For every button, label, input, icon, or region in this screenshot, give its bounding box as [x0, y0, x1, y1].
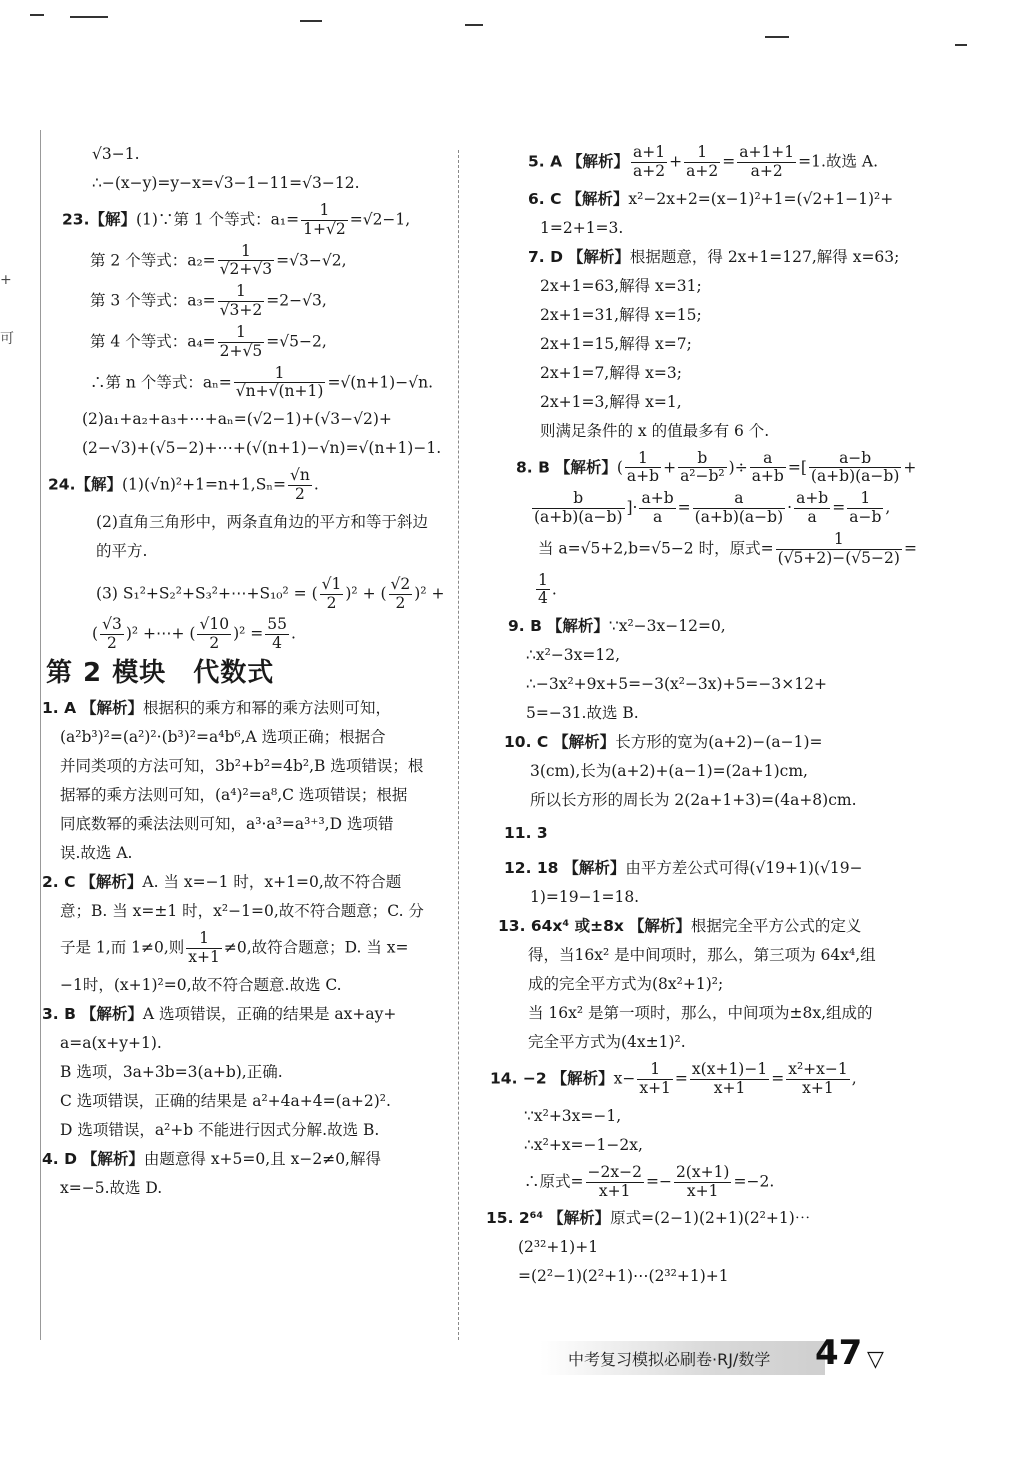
text-line: −1时，(x+1)²=0,故不符合题意.故选 C. [60, 975, 342, 994]
text-span: . [313, 475, 319, 494]
text-span: 根据完全平方公式的定义 [690, 917, 862, 936]
numerator: b [697, 448, 708, 467]
text-span: 根据题意，得 2x+1=127,解得 x=63; [629, 247, 900, 266]
text-span: x²−2x+2=(x−1)²+1=(√2+1−1)²+ [628, 189, 894, 208]
fraction [186, 930, 222, 967]
text-span: . [551, 579, 557, 598]
text-line: 2x+1=31,解得 x=15; [540, 305, 702, 324]
text-span: =√5−2, [266, 332, 327, 351]
question-number: 3. B [42, 1004, 76, 1023]
page-footer [540, 1335, 900, 1385]
text-span: )² + ( [345, 584, 387, 603]
answer-tag: 【解析】 [553, 733, 616, 752]
question-number: 6. C [528, 189, 562, 208]
denominator: (a+b)(a−b) [534, 508, 623, 527]
text-line: 得，当16x² 是中间项时，那么，第三项为 64x⁴,组 [528, 946, 876, 965]
denominator: x+1 [690, 1079, 769, 1098]
text-span: 第 2 个等式：a₂= [90, 250, 216, 269]
text-span: 第 4 个等式：a₄= [90, 332, 216, 351]
fraction [218, 283, 265, 320]
question-number: 14. −2 [490, 1069, 547, 1088]
numerator: a+1+1 [739, 143, 795, 161]
fraction [674, 1164, 732, 1201]
answer-tag: 【解析】 [80, 1004, 143, 1023]
numerator: a [763, 448, 773, 467]
denominator: a+2 [686, 161, 719, 180]
text-span: A 选项错误，正确的结果是 ax+ay+ [142, 1004, 397, 1023]
text-span: (1)∵第 1 个等式：a₁= [135, 210, 300, 229]
fraction [536, 572, 550, 609]
numerator: 2(x+1) [675, 1162, 730, 1181]
fraction [218, 243, 274, 280]
question-number: 2. C [42, 873, 76, 891]
text-line: (2−√3)+(√5−2)+⋯+(√(n+1)−√n)=√(n+1)−1. [82, 439, 442, 458]
fraction [776, 531, 902, 568]
fraction [288, 467, 312, 504]
fraction [625, 450, 661, 487]
answer-9 [508, 612, 928, 728]
numerator: √10 [199, 615, 230, 634]
denominator: √2+√3 [219, 260, 273, 279]
text-line: (2³²+1)+1 [518, 1238, 599, 1257]
operator: + [663, 457, 677, 476]
fraction [586, 1164, 644, 1201]
question-number: 13. 64x⁴ 或±8x [498, 917, 624, 936]
answer-tag: 【解析】 [567, 247, 630, 266]
question-number: 9. B [508, 617, 542, 636]
operator: )÷ [728, 457, 748, 476]
denominator: x+1 [674, 1182, 732, 1201]
fraction [631, 144, 667, 181]
answer-7 [528, 243, 928, 446]
fraction [265, 616, 289, 653]
text-span: = [903, 539, 917, 558]
text-span: 第 3 个等式：a₃= [90, 291, 216, 310]
answer-tag: 【解析】 [548, 1209, 611, 1228]
fraction [639, 490, 675, 527]
numerator: x(x+1)−1 [691, 1060, 768, 1079]
answer-tag: 【解析】 [563, 859, 626, 878]
text-span: =−2. [733, 1172, 775, 1191]
left-column [42, 140, 463, 1203]
answer-tag: 【解】 [89, 210, 136, 229]
denominator: a+b [751, 467, 784, 486]
text-span: A. 当 x=−1 时，x+1=0,故不符合题 [142, 873, 402, 891]
answer-13 [498, 912, 928, 1057]
answer-4 [42, 1145, 463, 1203]
answer-5 [528, 144, 928, 181]
text-line: 成的完全平方式为(8x²+1)²; [528, 975, 724, 994]
operator: =[ [787, 457, 807, 476]
fraction [693, 490, 786, 527]
numerator: √1 [321, 574, 342, 593]
text-span: ∴第 n 个等式：aₙ= [90, 372, 232, 391]
numerator: −2x−2 [587, 1162, 642, 1181]
numerator: a+b [641, 489, 674, 508]
denominator: 4 [538, 589, 548, 608]
fraction [320, 576, 344, 613]
scan-top-marks [0, 0, 1009, 60]
numerator: 1 [697, 143, 708, 161]
answer-6 [528, 185, 928, 243]
fraction [234, 365, 326, 402]
operator: , [885, 498, 891, 517]
operator: = [722, 152, 736, 171]
text-line: 完全平方式为(4x±1)². [528, 1033, 686, 1052]
text-line: 5=−31.故选 B. [526, 704, 639, 723]
numerator: 1 [236, 282, 246, 301]
numerator: 1 [319, 201, 330, 219]
text-span: )² +⋯+ ( [125, 624, 196, 643]
text-line: 的平方. [96, 541, 148, 560]
text-line: ∴x²−3x=12, [526, 646, 621, 665]
text-line: 2x+1=15,解得 x=7; [540, 334, 692, 353]
text-span: )² + [414, 584, 445, 603]
question-number: 24. [48, 475, 76, 494]
denominator: x+1 [188, 947, 220, 966]
answer-tag: 【解析】 [551, 1069, 614, 1088]
numerator: √2 [390, 574, 411, 593]
question-number: 15. 2⁶⁴ [486, 1209, 544, 1228]
text-span: . [290, 624, 296, 643]
operator: ]· [626, 498, 638, 517]
question-number: 4. D [42, 1149, 77, 1168]
text-line: ∴x²+x=−1−2x, [524, 1135, 643, 1154]
answer-10 [504, 728, 928, 815]
answer-tag: 【解析】 [554, 457, 617, 476]
numerator: a−b [839, 448, 872, 467]
numerator: 1 [236, 322, 246, 341]
denominator: x+1 [639, 1078, 671, 1097]
answer-tag: 【解析】 [80, 873, 143, 891]
numerator: 1 [860, 489, 871, 508]
text-line: √3−1. [92, 145, 140, 163]
answer-tag: 【解析】 [546, 617, 609, 636]
answer-12 [504, 854, 928, 912]
text-line: 所以长方形的周长为 2(2a+1+3)=(4a+8)cm. [530, 791, 857, 810]
question-number: 23. [62, 210, 90, 229]
numerator: 1 [538, 570, 548, 589]
text-line: 3(cm),长为(a+2)+(a−1)=(2a+1)cm, [530, 762, 808, 781]
answer-tag: 【解】 [75, 475, 122, 494]
denominator: x+1 [586, 1182, 644, 1201]
numerator: √3 [102, 615, 122, 634]
denominator: x+1 [786, 1079, 850, 1098]
answer-tag: 【解析】 [81, 699, 144, 717]
fraction [794, 490, 830, 527]
text-line: (a²b³)²=(a²)²·(b³)²=a⁴b⁶,A 选项正确；根据合 [60, 728, 386, 746]
operator: + [903, 457, 917, 476]
text-span: ∵x²−3x−12=0, [608, 617, 726, 636]
text-line: 误.故选 A. [60, 844, 133, 862]
text-span: 根据积的乘方和幂的乘方法则可知， [143, 699, 392, 717]
numerator: 1 [638, 448, 648, 467]
answer-tag: 【解析】 [81, 1149, 144, 1168]
text-span: =√(n+1)−√n. [327, 372, 434, 391]
denominator: √3+2 [219, 301, 263, 320]
text-line: =(2²−1)(2²+1)⋯(2³²+1)+1 [518, 1267, 729, 1286]
text-span: 由平方差公式可得(√19+1)(√19− [625, 859, 863, 878]
question-number: 5. A [528, 152, 563, 171]
denominator: 2 [389, 594, 413, 613]
text-line: ∴−(x−y)=y−x=√3−1−11=√3−12. [92, 174, 360, 192]
text-span: 当 a=√5+2,b=√5−2 时，原式= [538, 539, 774, 558]
denominator: 2+√5 [219, 341, 263, 360]
text-line: 同底数幂的乘法法则可知，a³·a³=a³⁺³,D 选项错 [60, 815, 394, 833]
numerator: 1 [833, 529, 844, 548]
answer-8 [516, 450, 928, 609]
fraction [847, 490, 883, 527]
denominator: 4 [265, 634, 289, 653]
numerator: 1 [199, 929, 210, 947]
fraction [197, 616, 231, 653]
denominator: a+2 [633, 161, 666, 180]
text-span: (3) S₁²+S₂²+S₃²+⋯+S₁₀² = ( [96, 584, 318, 603]
numerator: 1 [240, 241, 251, 260]
denominator: a−b [849, 508, 882, 527]
numerator: 55 [267, 615, 287, 634]
text-line: (2)a₁+a₂+a₃+⋯+aₙ=(√2−1)+(√3−√2)+ [82, 410, 392, 429]
denominator: 2 [320, 594, 344, 613]
text-line: C 选项错误，正确的结果是 a²+4a+4=(a+2)². [60, 1091, 391, 1110]
text-line: D 选项错误，a²+b 不能进行因式分解.故选 B. [60, 1120, 380, 1139]
text-line: 据幂的乘方法则可知，(a⁴)²=a⁸,C 选项错误；根据 [60, 786, 408, 804]
operator: , [851, 1069, 857, 1088]
text-line: ∵x²+3x=−1, [524, 1106, 622, 1125]
text-line: 1)=19−1=18. [530, 888, 640, 907]
numerator: b [573, 489, 584, 508]
text-span: 由题意得 x+5=0,且 x−2≠0,解得 [143, 1149, 381, 1168]
text-line: 当 16x² 是第一项时，那么，中间项为±8x,组成的 [528, 1004, 873, 1023]
question-number: 7. D [528, 247, 563, 266]
text-line: 并同类项的方法可知，3b²+b²=4b²,B 选项错误；根 [60, 757, 424, 775]
text-line: (2)直角三角形中，两条直角边的平方和等于斜边 [96, 512, 428, 531]
text-span: (1)(√n)²+1=n+1,Sₙ= [121, 475, 287, 494]
question-number: 10. C [504, 733, 549, 752]
denominator: a+b [626, 467, 660, 486]
binding-edge-line [40, 130, 41, 1340]
operator: = [677, 498, 691, 517]
numerator: 1 [274, 363, 285, 382]
triangle-icon: ▽ [867, 1347, 884, 1372]
text-line: 2x+1=63,解得 x=31; [540, 276, 702, 295]
fraction [637, 1061, 673, 1098]
fraction [301, 202, 348, 239]
text-line: 2x+1=3,解得 x=1, [540, 392, 682, 411]
question-number: 11. 3 [504, 824, 548, 843]
text-span: =2−√3, [266, 291, 327, 310]
question-number: 12. 18 [504, 859, 559, 878]
text-span: x− [613, 1069, 636, 1088]
denominator: (√5+2)−(√5−2) [777, 548, 900, 567]
denominator: (a+b)(a−b) [694, 508, 784, 527]
text-span: =√2−1, [349, 210, 411, 229]
page-number: 47 [815, 1333, 863, 1373]
operator: ( [616, 457, 623, 476]
text-span: 原式=(2−1)(2+1)(2²+1)⋯ [610, 1209, 811, 1228]
operator: = [674, 1069, 688, 1088]
answer-14 [490, 1061, 928, 1200]
operator: = [832, 498, 846, 517]
operator: + [669, 152, 683, 171]
edge-glyph: 可 [0, 331, 14, 347]
answer-tag: 【解析】 [567, 152, 630, 171]
denominator: 2 [288, 485, 312, 504]
text-span: )² = [233, 624, 264, 643]
edge-glyph: + [0, 272, 12, 288]
section-title: 第 2 模块 代数式 [46, 658, 275, 688]
answer-2 [42, 868, 463, 1000]
text-span: ∴原式= [524, 1172, 584, 1191]
text-span: =√3−√2, [276, 250, 347, 269]
numerator: x²+x−1 [788, 1060, 848, 1079]
footer-title: 中考复习模拟必刷卷·RJ/数学 [568, 1350, 771, 1369]
text-line: 则满足条件的 x 的值最多有 6 个. [540, 421, 770, 440]
fraction [678, 450, 727, 487]
numerator: a+b [796, 489, 829, 508]
answer-1 [42, 694, 463, 868]
text-line: ∴−3x²+9x+5=−3(x²−3x)+5=−3×12+ [526, 675, 827, 694]
text-line: x=−5.故选 D. [60, 1178, 163, 1197]
answer-tag: 【解析】 [566, 189, 629, 208]
denominator: a²−b² [680, 467, 725, 486]
denominator: 2 [100, 634, 124, 653]
fraction [684, 144, 720, 181]
text-span: 子是 1,而 1≠0,则 [60, 938, 185, 957]
denominator: 2 [197, 634, 231, 653]
answer-tag: 【解析】 [628, 917, 691, 936]
fraction [218, 324, 265, 361]
text-line: 意；B. 当 x=±1 时，x²−1=0,故不符合题意；C. 分 [60, 902, 424, 920]
fraction [100, 616, 124, 653]
answer-15 [486, 1204, 928, 1291]
numerator: √n [290, 466, 310, 485]
denominator: a [639, 508, 675, 527]
numerator: a [734, 489, 744, 508]
fraction [389, 576, 413, 613]
denominator: a [794, 508, 830, 527]
text-line: 2x+1=7,解得 x=3; [540, 363, 682, 382]
fraction [690, 1061, 769, 1098]
denominator: 1+√2 [303, 219, 346, 238]
question-number: 8. B [516, 457, 550, 476]
answer-23 [62, 202, 463, 463]
fraction [737, 144, 796, 181]
text-span: ( [92, 624, 99, 643]
text-span: =1.故选 A. [798, 152, 878, 171]
answer-24 [48, 467, 463, 653]
right-column [486, 140, 928, 1291]
numerator: a+1 [633, 143, 666, 161]
operator: = [771, 1069, 785, 1088]
fraction [750, 450, 786, 487]
fraction [786, 1061, 850, 1098]
operator: · [787, 498, 793, 517]
text-line: a=a(x+y+1). [60, 1033, 162, 1052]
text-line: 1=2+1=3. [540, 218, 624, 237]
fraction [809, 450, 902, 487]
numerator: 1 [650, 1060, 661, 1079]
text-span: ≠0,故符合题意；D. 当 x= [223, 938, 409, 957]
answer-3 [42, 1000, 463, 1145]
fraction [532, 490, 625, 527]
denominator: a+2 [737, 162, 796, 181]
text-span: 长方形的宽为(a+2)−(a−1)= [615, 733, 823, 752]
text-span: =− [645, 1172, 672, 1191]
denominator: √n+√(n+1) [235, 382, 324, 401]
text-line: B 选项，3a+3b=3(a+b),正确. [60, 1062, 283, 1081]
question-number: 1. A [42, 699, 77, 717]
denominator: (a+b)(a−b) [810, 467, 900, 486]
